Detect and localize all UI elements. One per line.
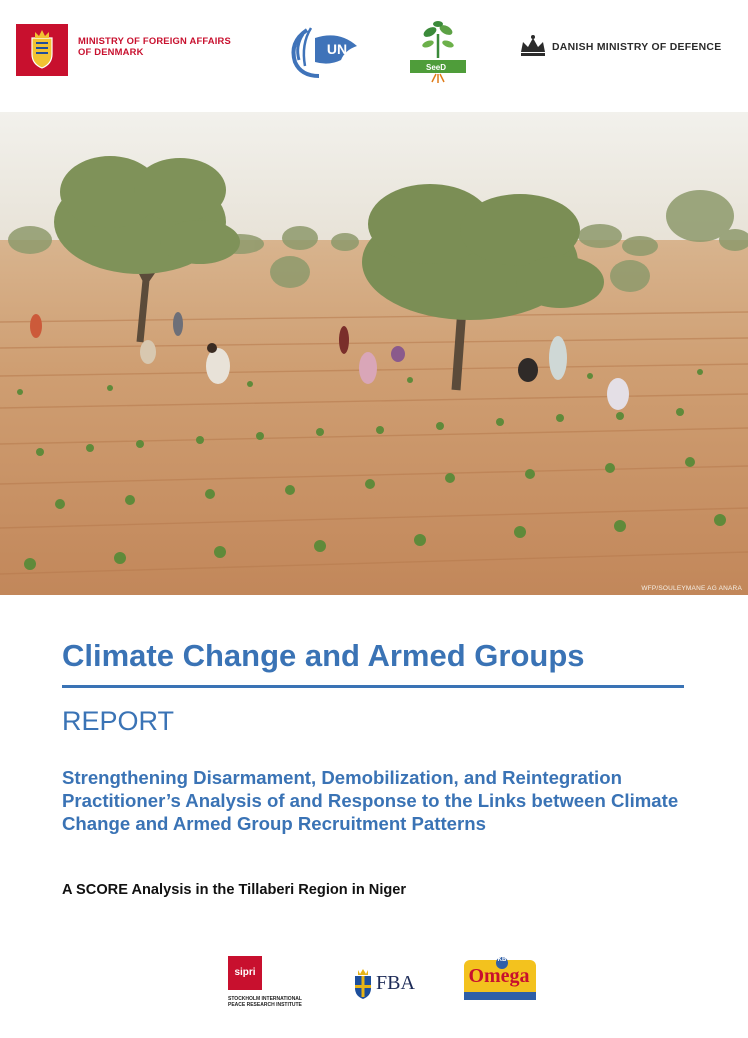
fba-logo bbox=[352, 966, 422, 1000]
ministry-foreign-affairs-logo bbox=[16, 24, 246, 76]
mfa-line2: OF DENMARK bbox=[78, 46, 144, 57]
sipri-caption-line1: STOCKHOLM INTERNATIONAL bbox=[228, 996, 302, 1002]
sipri-label: sipri bbox=[228, 956, 262, 990]
mfa-line1: MINISTRY OF FOREIGN AFFAIRS bbox=[78, 35, 231, 46]
un-logo bbox=[285, 20, 363, 80]
title-divider bbox=[62, 685, 684, 688]
omega-badge: KB bbox=[497, 957, 507, 963]
danish-defence-logo bbox=[518, 34, 730, 60]
report-type-label: REPORT bbox=[62, 706, 175, 736]
omega-logo bbox=[462, 956, 538, 1004]
danish-defence-label: DANISH MINISTRY OF DEFENCE bbox=[552, 42, 722, 53]
crown-icon bbox=[518, 34, 548, 60]
seed-label: SeeD bbox=[425, 63, 446, 72]
report-subheading: A SCORE Analysis in the Tillaberi Region in Niger bbox=[62, 882, 407, 898]
photo-credit: WFP/SOULEYMANE AG ANARA bbox=[641, 585, 742, 592]
sipri-caption-line2: PEACE RESEARCH INSTITUTE bbox=[228, 1002, 302, 1008]
report-title: Climate Change and Armed Groups bbox=[62, 638, 585, 673]
header-logo-bar bbox=[0, 0, 748, 112]
un-label: UN bbox=[326, 41, 348, 57]
omega-label: Omega bbox=[468, 965, 530, 987]
danish-crest-icon bbox=[16, 24, 68, 76]
fba-crest-icon bbox=[352, 966, 374, 1000]
report-subtitle: Strengthening Disarmament, Demobilization, and Reintegration Practitioner’s Analysis of and Response to the Links between Climate Change and Armed Group Recruitment Patterns bbox=[62, 767, 679, 834]
cover-photo bbox=[0, 112, 748, 595]
sipri-logo bbox=[228, 956, 312, 1010]
seed-logo bbox=[408, 14, 468, 84]
fba-label: FBA bbox=[376, 972, 415, 994]
